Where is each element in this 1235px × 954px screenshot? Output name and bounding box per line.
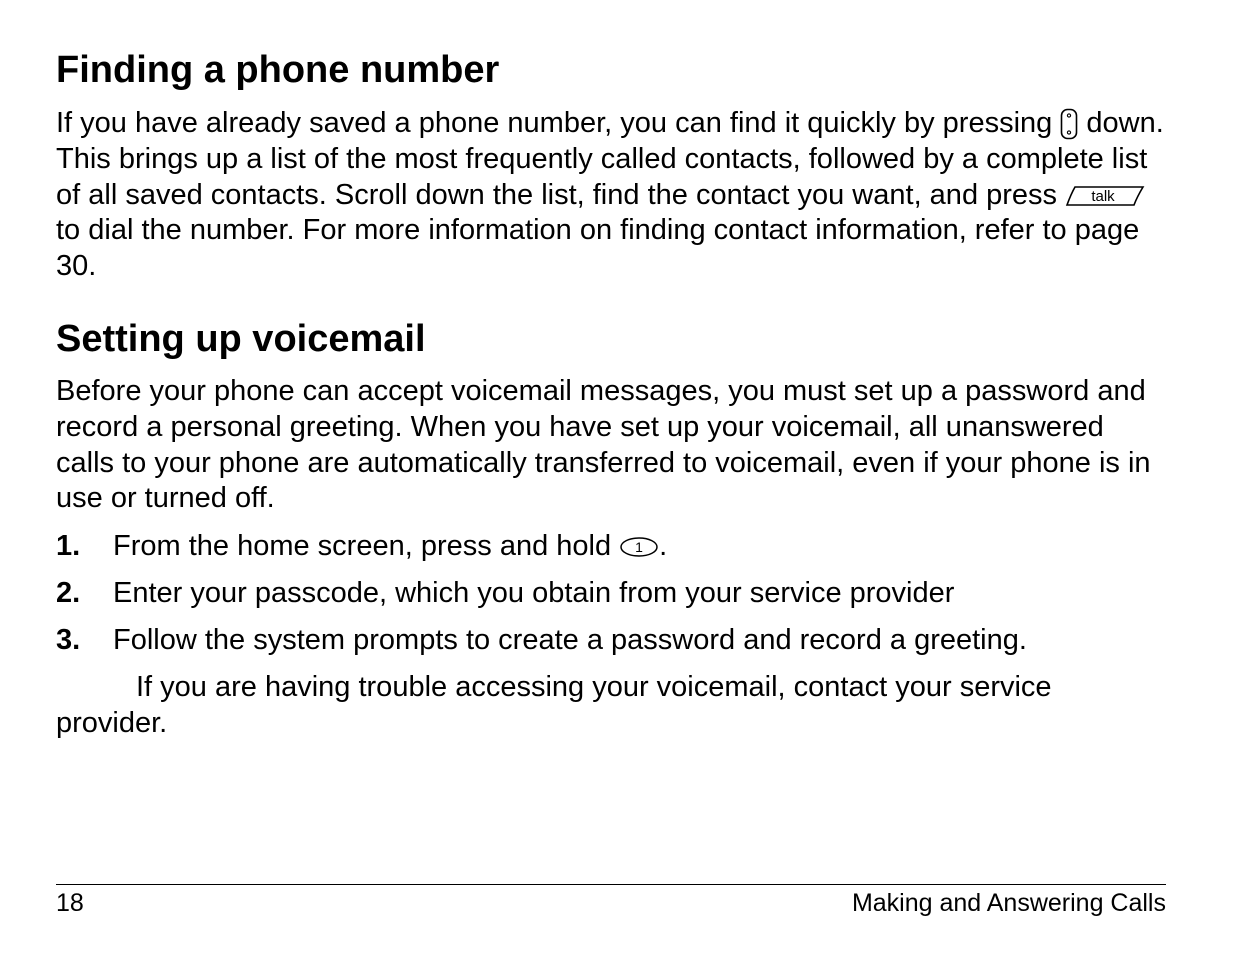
heading-setting-up-voicemail: Setting up voicemail <box>56 318 426 360</box>
manual-page <box>56 0 1166 954</box>
step-number: 2. <box>56 577 81 609</box>
talk-key-label: talk <box>1091 187 1115 205</box>
step-text: Enter your passcode, which you obtain from your service provider <box>113 577 955 609</box>
page-number: 18 <box>56 889 84 917</box>
heading-finding-phone-number: Finding a phone number <box>56 49 500 91</box>
step-number: 1. <box>56 530 81 562</box>
find-text-part-3: to dial the number. For more information on finding contact information, refer to page 30. <box>56 214 1140 283</box>
note-text: If you are having trouble accessing your voicemail, contact your service provider. <box>56 671 1052 739</box>
footer-divider <box>56 884 1166 885</box>
voicemail-note <box>56 669 1166 741</box>
navigation-key-icon <box>1060 108 1078 140</box>
paragraph-voicemail-intro: Before your phone can accept voicemail messages, you must set up a password and record a personal greeting. When you have set up your voicemail, all unanswered calls to your phone are automatically transferred to voicemail, even if your phone is in use or turned off. <box>56 375 1151 515</box>
paragraph-finding-phone-number <box>56 106 1166 285</box>
step-text: Follow the system prompts to create a password and record a greeting. <box>113 624 1027 656</box>
talk-key-icon <box>1065 184 1145 208</box>
one-key-label: 1 <box>635 539 644 556</box>
find-text-part-2: down. This brings up a list of the most frequently called contacts, followed by a complete list of all saved contacts. Scroll down the list, find the contact you want, and press <box>56 107 1164 211</box>
one-key-icon <box>619 536 659 558</box>
find-text-part-1: If you have already saved a phone number, you can find it quickly by pressing <box>56 107 1053 139</box>
step-1-text-before: From the home screen, press and hold <box>113 530 612 562</box>
footer-section-title: Making and Answering Calls <box>851 889 1166 917</box>
step-text <box>113 528 667 564</box>
step-number: 3. <box>56 624 81 656</box>
step-1-text-after: . <box>659 530 668 562</box>
